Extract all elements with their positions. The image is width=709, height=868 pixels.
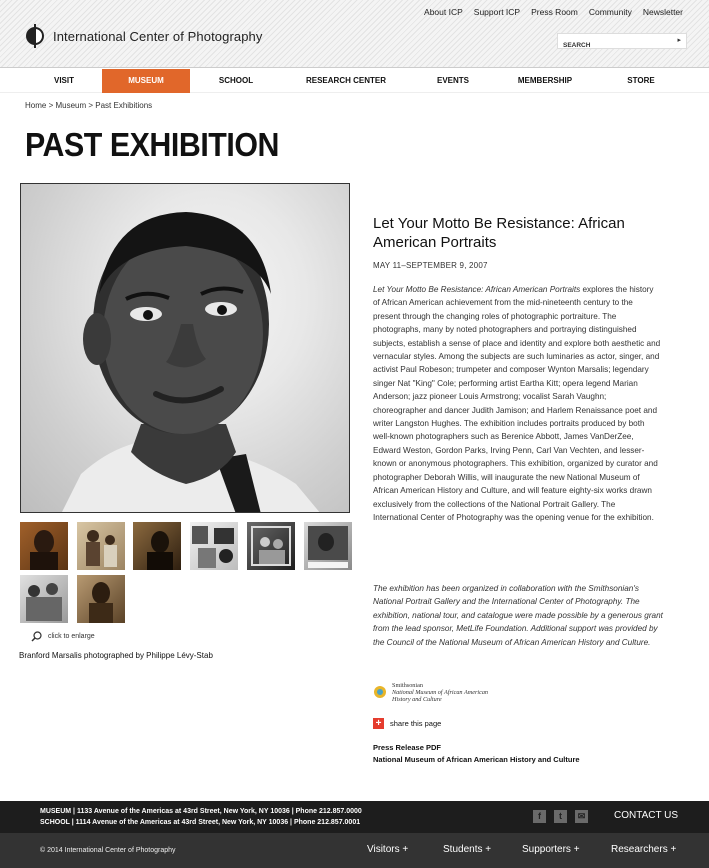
school-address: SCHOOL | 1114 Avenue of the Americas at 43rd Street, New York, NY 10036 | Phone 212.857.0001	[40, 819, 361, 826]
nav-events[interactable]: EVENTS	[436, 76, 469, 85]
nav-store[interactable]: STORE	[627, 76, 655, 85]
twitter-icon[interactable]: t	[554, 810, 567, 823]
search-input[interactable]	[558, 39, 670, 53]
smithsonian-sun-icon	[373, 685, 387, 699]
main-exhibition-photo[interactable]	[20, 183, 350, 513]
main-nav	[0, 69, 709, 93]
contact-us-link[interactable]: CONTACT US	[614, 810, 679, 821]
nav-membership[interactable]: MEMBERSHIP	[517, 76, 573, 85]
thumbnail-2[interactable]	[77, 522, 125, 570]
email-icon[interactable]: ✉	[575, 810, 588, 823]
zoom-icon	[31, 631, 42, 642]
footer-link-supporters[interactable]: Supporters +	[522, 844, 580, 855]
search-box	[557, 33, 687, 49]
facebook-icon[interactable]: f	[533, 810, 546, 823]
site-logo[interactable]	[26, 24, 262, 48]
related-links	[373, 742, 580, 766]
thumbnail-6[interactable]	[304, 522, 352, 570]
utility-link-support[interactable]: Support ICP	[473, 7, 521, 17]
partner-line-3: History and Culture	[392, 695, 442, 703]
smithsonian-logo[interactable]	[373, 677, 513, 707]
exhibition-description	[373, 283, 661, 524]
nav-museum[interactable]: MUSEUM	[102, 69, 190, 93]
footer-link-visitors[interactable]: Visitors +	[367, 844, 409, 855]
footer-link-students[interactable]: Students +	[443, 844, 492, 855]
click-to-enlarge[interactable]	[31, 631, 95, 642]
thumbnail-7[interactable]	[20, 575, 68, 623]
share-label: share this page	[390, 719, 442, 728]
exhibition-title: Let Your Motto Be Resistance: African American Portraits	[373, 215, 625, 251]
exhibition-dates: MAY 11–SEPTEMBER 9, 2007	[373, 261, 488, 270]
portrait-illustration	[21, 184, 350, 513]
description-body: explores the history of African American achievement from the mid-nineteenth century to the present through the changing roles of photographic portraiture. The photographs, many by noted photographers and portraying distinguished subjects, establish a sense of place and identity and explore both aesthetic and vernacular styles. Among the subjects are such luminaries as actor, singer, and activist Paul Robeson; trumpeter and composer Wynton Marsalis; legendary singer Nat "King" Cole; performing artist Eartha Kitt; opera legend Marian Anderson; jazz pioneer Louis Armstrong; vocalist Sarah Vaughn; choreographer and dancer Judith Jamison; and Harlem Renaissance poet and writer Langston Hughes. The exhibition includes portraits produced by both well-known photographers such as Berenice Abbott, James VanDerZee, Edward Weston, Gordon Parks, Irving Penn, Carl Van Vechten, and lesser-known or anonymous photographers. This exhibition, organized by curator and photographer Deborah Willis, will inaugurate the new National Museum of African American History and Culture, and will feature eighty-six works drawn exclusively from the collections of the National Portrait Gallery. The International Center of Photography was the opening venue for the exhibition.	[373, 285, 661, 522]
utility-link-community[interactable]: Community	[588, 7, 632, 17]
bottom-bar	[0, 833, 709, 868]
exhibition-credit: The exhibition has been organized in collaboration with the Smithsonian's National Portrait Gallery and the International Center of Photography. The exhibition, national tour, and catalogue were made possible by a generous grant from the lead sponsor, MetLife Foundation. Additional support was provided by the Council of the National Museum of African American History and Culture.	[373, 584, 663, 647]
partner-line-2: National Museum of African American	[392, 688, 489, 696]
footer	[0, 801, 709, 833]
nav-visit[interactable]: VISIT	[53, 76, 74, 85]
press-release-link[interactable]: Press Release PDF	[373, 743, 441, 752]
share-this-page[interactable]	[373, 718, 441, 729]
description-italic-title: Let Your Motto Be Resistance: African American Portraits	[373, 285, 581, 294]
page-title: PAST EXHIBITION	[25, 126, 279, 163]
nav-research-center[interactable]: RESEARCH CENTER	[305, 76, 386, 85]
click-to-enlarge-label: click to enlarge	[48, 633, 95, 640]
utility-link-press-room[interactable]: Press Room	[531, 7, 578, 17]
share-plus-icon: +	[373, 718, 384, 729]
nmaahc-link[interactable]: National Museum of African American History and Culture	[373, 755, 580, 764]
museum-address: MUSEUM | 1133 Avenue of the Americas at 43rd Street, New York, NY 10036 | Phone 212.857.0000	[40, 808, 362, 815]
utility-nav	[424, 7, 683, 17]
thumbnail-4[interactable]	[190, 522, 238, 570]
utility-link-newsletter[interactable]: Newsletter	[642, 7, 683, 17]
partner-line-1: Smithsonian	[392, 681, 423, 689]
logo-text: International Center of Photography	[53, 28, 263, 44]
footer-addresses	[40, 806, 362, 828]
utility-link-about[interactable]: About ICP	[424, 7, 463, 17]
social-links	[533, 810, 588, 823]
footer-link-researchers[interactable]: Researchers +	[611, 844, 677, 855]
copyright: © 2014 International Center of Photography	[40, 847, 176, 854]
nav-school[interactable]: SCHOOL	[218, 76, 254, 85]
breadcrumb[interactable]: Home > Museum > Past Exhibitions	[25, 101, 153, 110]
photo-caption: Branford Marsalis photographed by Philippe Lévy-Stab	[19, 651, 213, 660]
thumbnail-8[interactable]	[77, 575, 125, 623]
site-header	[0, 0, 709, 68]
icp-logo-icon	[26, 24, 44, 48]
search-go-icon[interactable]: ▸	[677, 37, 681, 44]
thumbnail-5[interactable]	[247, 522, 295, 570]
thumbnail-3[interactable]	[133, 522, 181, 570]
thumbnail-1[interactable]	[20, 522, 68, 570]
